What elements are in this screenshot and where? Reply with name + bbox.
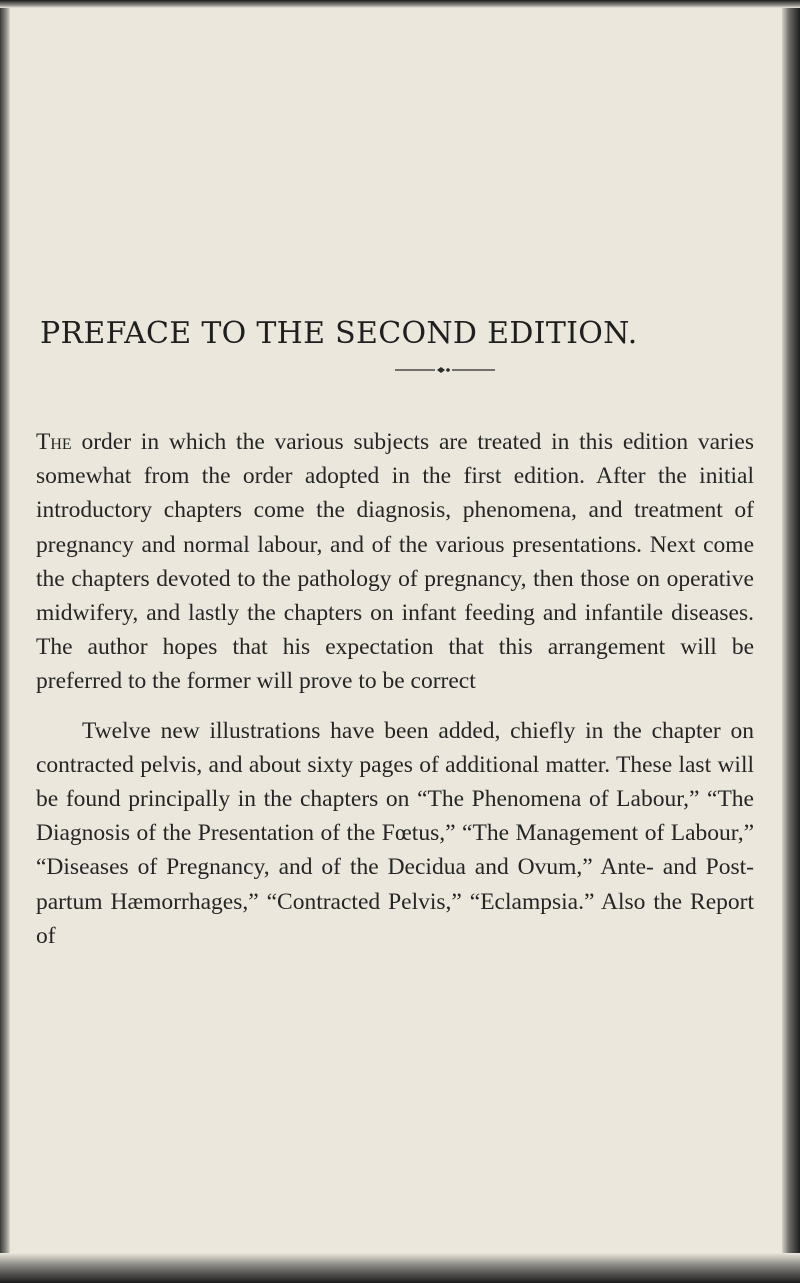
preface-body [36,425,754,953]
divider-ornament-icon [395,365,495,375]
paragraph-1 [36,425,754,699]
page-edge-left-shadow [0,0,10,1283]
paragraph-1-text: order in which the various subjects are treated in this edition varies somewhat from the order adopted in the first edition. After the initial introductory chapters come the diagnosis, phenomena, and treatment of pregnancy and normal labour, and of the various presentations. Next come the chapters devoted to the pathology of pregnancy, then those on operative midwifery, and lastly the chapters on infant feeding and infantile diseases. The author hopes that his expectation that this arrangement will be preferred to the former will prove to be correct [36,429,754,695]
paragraph-1-lead-word: The [36,429,72,455]
page-edge-top-shadow [0,0,800,8]
page-edge-right-shadow [782,0,800,1283]
paragraph-2-text: Twelve new illustrations have been added, chiefly in the chapter on contracted pelvis, and about sixty pages of additional matter. These last will be found principally in the chapters on “The Phenomena of Labour,” “The Diagnosis of the Presentation of the Fœtus,” “The Management of Labour,” “Diseases of Pregnancy, and of the Decidua and Ovum,” Ante- and Post-partum Hæmorrhages,” “Contracted Pelvis,” “Eclampsia.” Also the Report of [36,717,754,949]
paragraph-2 [36,714,754,953]
page-edge-bottom-shadow [0,1253,800,1283]
page-heading: PREFACE TO THE SECOND EDITION. [40,316,638,351]
